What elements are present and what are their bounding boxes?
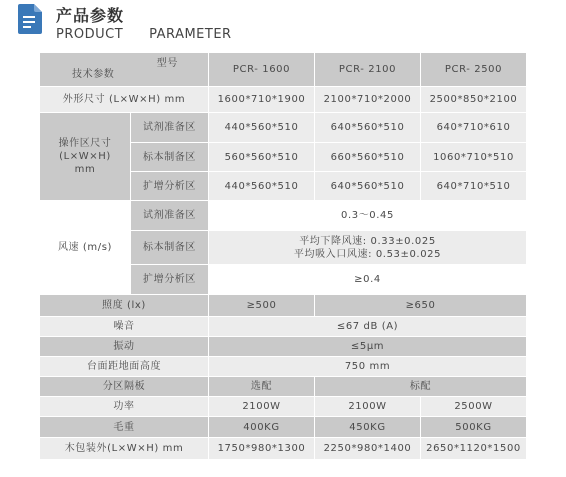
subtitle-word-1: PRODUCT — [56, 27, 124, 42]
table-cell: ≥650 — [315, 295, 527, 317]
param-label: 技术参数 — [72, 69, 115, 80]
table-row — [40, 87, 527, 113]
table-row — [40, 317, 527, 337]
page-title: 产品参数 — [56, 6, 125, 25]
sub-label: 试剂准备区 — [131, 201, 209, 231]
model-header: PCR- 1600 — [209, 53, 315, 87]
sub-label: 扩增分析区 — [131, 172, 209, 201]
page-subtitle — [56, 27, 232, 42]
table-cell: 440*560*510 — [209, 172, 315, 201]
document-icon — [18, 4, 42, 34]
table-cell: 660*560*510 — [315, 143, 421, 172]
row-label: 振动 — [40, 337, 209, 357]
table-cell: 640*710*510 — [421, 172, 527, 201]
row-label: 操作区尺寸 (L×W×H) mm — [40, 113, 131, 201]
row-label: 外形尺寸 (L×W×H) mm — [40, 87, 209, 113]
table-row — [40, 397, 527, 417]
model-label: 型号 — [156, 58, 178, 69]
table-cell: 2100*710*2000 — [315, 87, 421, 113]
row-label: 功率 — [40, 397, 209, 417]
table-cell: ≤5μm — [209, 337, 527, 357]
table-cell: 标配 — [315, 377, 527, 397]
model-header: PCR- 2500 — [421, 53, 527, 87]
table-cell: 400KG — [209, 417, 315, 438]
table-row — [40, 295, 527, 317]
table-cell: 450KG — [315, 417, 421, 438]
table-cell: 640*560*510 — [315, 172, 421, 201]
table-cell: 640*560*510 — [315, 113, 421, 143]
table-cell: 1060*710*510 — [421, 143, 527, 172]
page-header — [0, 0, 566, 50]
table-cell: 2100W — [209, 397, 315, 417]
sub-label: 标本制备区 — [131, 231, 209, 265]
sub-label: 试剂准备区 — [131, 113, 209, 143]
table-row — [40, 201, 527, 231]
table-cell: 2500*850*2100 — [421, 87, 527, 113]
parameter-table — [39, 52, 527, 460]
table-row — [40, 357, 527, 377]
table-cell: 560*560*510 — [209, 143, 315, 172]
row-label: 分区隔板 — [40, 377, 209, 397]
table-cell: ≤67 dB (A) — [209, 317, 527, 337]
row-label: 毛重 — [40, 417, 209, 438]
table-cell: 2250*980*1400 — [315, 438, 421, 460]
table-row — [40, 438, 527, 460]
row-label: 木包装外(L×W×H) mm — [40, 438, 209, 460]
table-cell: 440*560*510 — [209, 113, 315, 143]
table-cell: 1750*980*1300 — [209, 438, 315, 460]
table-row — [40, 377, 527, 397]
row-label: 台面距地面高度 — [40, 357, 209, 377]
table-cell: 0.3～0.45 — [209, 201, 527, 231]
table-cell: 选配 — [209, 377, 315, 397]
table-header-row — [40, 53, 527, 87]
table-cell: 2100W — [315, 397, 421, 417]
table-row — [40, 113, 527, 143]
table-cell: 2650*1120*1500 — [421, 438, 527, 460]
table-cell: 平均下降风速: 0.33±0.025 平均吸入口风速: 0.53±0.025 — [209, 231, 527, 265]
sub-label: 扩增分析区 — [131, 265, 209, 295]
table-row — [40, 417, 527, 438]
table-cell: ≥0.4 — [209, 265, 527, 295]
table-cell: 500KG — [421, 417, 527, 438]
row-label: 照度 (lx) — [40, 295, 209, 317]
model-header: PCR- 2100 — [315, 53, 421, 87]
table-cell: ≥500 — [209, 295, 315, 317]
table-cell: 640*710*610 — [421, 113, 527, 143]
table-cell: 750 mm — [209, 357, 527, 377]
table-cell: 1600*710*1900 — [209, 87, 315, 113]
table-cell: 2500W — [421, 397, 527, 417]
row-label: 风速 (m/s) — [40, 201, 131, 295]
sub-label: 标本制备区 — [131, 143, 209, 172]
row-label: 噪音 — [40, 317, 209, 337]
header-corner-cell — [40, 53, 209, 87]
subtitle-word-2: PARAMETER — [149, 27, 232, 42]
table-row — [40, 337, 527, 357]
